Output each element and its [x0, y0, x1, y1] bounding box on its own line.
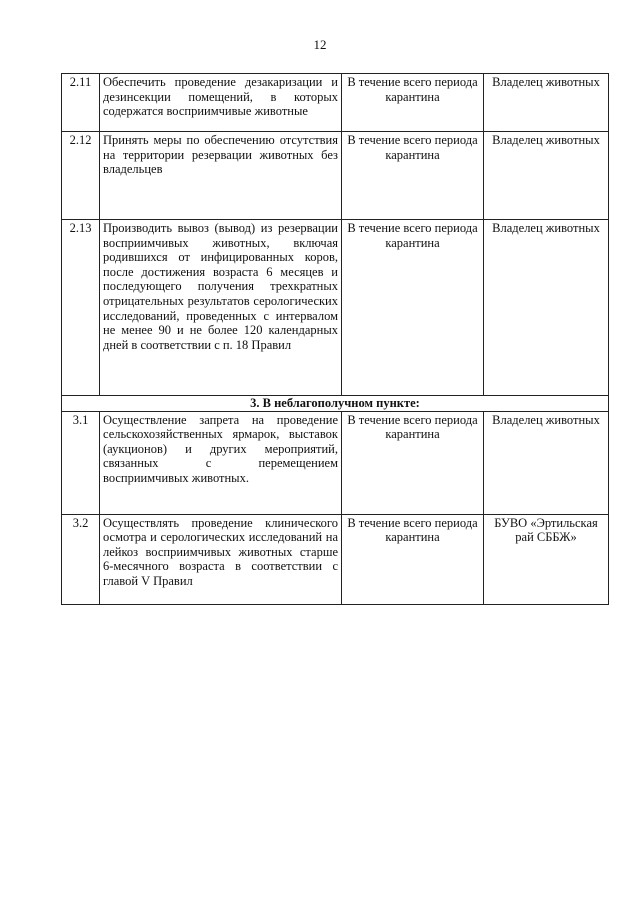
measure-text: Осуществлять проведение клинического осмотра и серологических исследований на лейкоз восприимчивых животных старше 6-месячного возраста в соответствии с главой V Правил	[100, 514, 342, 604]
responsible-text: Владелец животных	[484, 74, 609, 132]
term-text: В течение всего периода карантина	[342, 220, 484, 396]
responsible-text: БУВО «Эртильская рай СББЖ»	[484, 514, 609, 604]
term-text: В течение всего периода карантина	[342, 74, 484, 132]
section-title: 3. В неблагополучном пункте:	[62, 396, 609, 412]
row-number: 2.11	[62, 74, 100, 132]
row-number: 2.12	[62, 132, 100, 220]
responsible-text: Владелец животных	[484, 220, 609, 396]
row-number: 2.13	[62, 220, 100, 396]
table-row	[62, 514, 609, 604]
row-number: 3.2	[62, 514, 100, 604]
measures-table	[61, 73, 609, 605]
table-row	[62, 74, 609, 132]
responsible-text: Владелец животных	[484, 132, 609, 220]
page-number: 12	[313, 37, 327, 52]
measure-text: Принять меры по обеспечению отсутствия на территории резервации животных без владельцев	[100, 132, 342, 220]
term-text: В течение всего периода карантина	[342, 132, 484, 220]
measure-text: Осуществление запрета на проведение сельскохозяйственных ярмарок, выставок (аукционов) и других мероприятий, связанных с перемещением восприимчивых животных.	[100, 411, 342, 514]
section-header-row	[62, 396, 609, 412]
row-number: 3.1	[62, 411, 100, 514]
table-row	[62, 220, 609, 396]
measure-text: Производить вывоз (вывод) из резервации восприимчивых животных, включая родившихся от инфицированных коров, после достижения возраста 6 месяцев и последующего получения трехкратных отрицательных результатов серологических исследований, проведенных с интервалом не менее 90 и не более 120 календарных дней в соответствии с п. 18 Правил	[100, 220, 342, 396]
table-row	[62, 132, 609, 220]
measure-text: Обеспечить проведение дезакаризации и дезинсекции помещений, в которых содержатся восприимчивые животные	[100, 74, 342, 132]
responsible-text: Владелец животных	[484, 411, 609, 514]
table-row	[62, 411, 609, 514]
term-text: В течение всего периода карантина	[342, 514, 484, 604]
term-text: В течение всего периода карантина	[342, 411, 484, 514]
